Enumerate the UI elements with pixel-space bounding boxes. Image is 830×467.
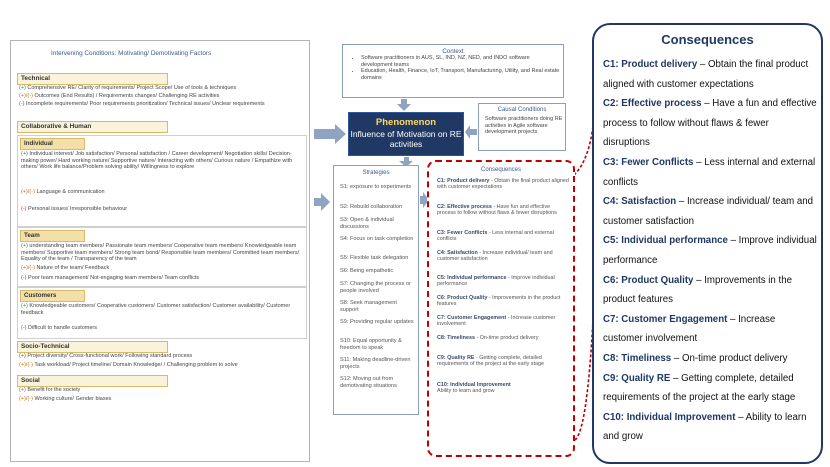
- strategy-item: S1: exposure to experiments: [340, 184, 412, 190]
- consequence-item: C10: Individual Improvement Ability to learn and grow: [437, 382, 511, 395]
- consequence-item: C3: Fewer Conflicts - Less internal and external conflicts: [437, 230, 554, 243]
- context-box: [342, 44, 564, 98]
- strategies-box: [333, 165, 419, 415]
- strategy-item: S7: Changing the process or people involved: [340, 281, 411, 294]
- strategy-item: S6: Being empathetic: [340, 268, 394, 274]
- causal-text: Software practitioners doing RE activities in Agile software development projects: [485, 116, 563, 135]
- causal-conditions-box: [478, 103, 566, 151]
- technical-header: Technical: [17, 73, 168, 85]
- collaborative-human-header: Collaborative & Human: [17, 121, 168, 133]
- technical-line: (-) Incomplete requirements/ Poor requirements prioritization/ Technical issues/ Unclear requirements: [19, 101, 265, 107]
- arrow-causal-to-phenomenon: [465, 125, 477, 139]
- individual-line: (-) Personal issues/ Irresponsible behaviour: [21, 206, 128, 212]
- consequences-zoom-panel: [592, 23, 823, 464]
- strategy-item: S10: Equal opportunity & freedom to speak: [340, 338, 402, 351]
- strategies-title: Strategies: [362, 170, 390, 176]
- customers-line: (+) Knowledgeable customers/ Cooperative customers/ Customer satisfaction/ Customer availability/ Customer feedback: [21, 303, 291, 316]
- socio-line: (+)/(-) Task workload/ Project timeline/ Domain Knowledge/ / Challenging problem to solve: [19, 362, 238, 368]
- team-group: [17, 227, 307, 287]
- consequence-zoom-item: C1: Product delivery – Obtain the final product aligned with customer expectations: [603, 59, 809, 90]
- context-item: • Education, Health, Finance, IoT, Transport, Manufacturing, Utility, and Real estate domains: [361, 68, 561, 81]
- consequence-item: C5: Individual performance - Improve individual performance: [437, 275, 555, 288]
- consequences-zoom-title: Consequences: [661, 32, 754, 47]
- phenomenon-box: [348, 112, 464, 156]
- strategy-item: S12: Moving out from demotivating situations: [340, 376, 397, 389]
- consequence-zoom-item: C7: Customer Engagement – Increase customer involvement: [603, 313, 776, 345]
- phenomenon-title: Phenomenon: [375, 117, 437, 128]
- technical-line: (+)/(-) Outcomes (End Results) / Requirements changes/ Challenging RE activities: [19, 93, 220, 99]
- consequence-item: C4: Satisfaction - Increase individual/ team and customer satisfaction: [437, 250, 553, 263]
- strategy-item: S2: Rebuild collaboration: [340, 204, 403, 210]
- consequence-zoom-item: C3: Fewer Conflicts – Less internal and external conflicts: [603, 156, 816, 188]
- consequence-zoom-item: C5: Individual performance – Improve individual performance: [603, 235, 817, 266]
- team-line: (+) understanding team members/ Passionate team members/ Cooperative team members/ Knowledgeable team members/ Supportive team members/ Strong team bond/ Responsible team members/ Committed team members/ Equality of the team / Transparency of the team: [21, 243, 300, 262]
- customers-header: Customers: [20, 290, 85, 302]
- context-item: • Software practitioners in AUS, SL, IND, NZ, NED, and INDO software development teams: [361, 55, 561, 68]
- strategy-item: S3: Open & individual discussions: [340, 217, 394, 230]
- team-line: (-) Poor team management/ Not-engaging team members/ Team conflicts: [21, 275, 200, 281]
- socio-line: (+) Project diversity/ Cross-functional work/ Following standard process: [19, 353, 193, 359]
- social-header: Social: [17, 375, 168, 387]
- individual-line: (+) Individual interest/ Job satisfaction/ Personal satisfaction / Career development/ Negotiation skills/ Decision-making power/ Hard working nature/ Supportive nature/ Interacting with others/ Curious nature / Empathize with others/ Work life balance/Problem solving ability/ Willingness to explore: [21, 151, 293, 170]
- strategy-item: S5: Flexible task delegation: [340, 255, 409, 261]
- intervening-conditions-title: Intervening Conditions: Motivating/ Demotivating Factors: [51, 50, 212, 57]
- individual-group: [17, 135, 307, 227]
- consequence-zoom-item: C6: Product Quality – Improvements in the product features: [603, 274, 792, 306]
- individual-line: (+)/(-) Language & communication: [21, 189, 105, 195]
- socio-technical-header: Socio-Technical: [17, 341, 168, 353]
- strategy-item: S11: Making deadline-driven projects: [340, 357, 411, 370]
- consequence-zoom-item: C4: Satisfaction – Increase individual/ team and customer satisfaction: [603, 196, 814, 227]
- strategy-item: S4: Focus on task completion: [340, 236, 414, 242]
- consequence-item: C8: Timeliness - On-time product delivery: [437, 335, 539, 341]
- context-title: Context: [442, 48, 464, 55]
- customers-group: [17, 287, 307, 339]
- consequence-item: C7: Customer Engagement - Increase customer involvement: [437, 315, 556, 328]
- consequence-item: C9: Quality RE - Getting complete, detailed requirements of the project at the early stage: [437, 355, 544, 368]
- intervening-conditions-panel: [10, 40, 310, 462]
- phenomenon-subtitle: Influence of Motivation on RE activities: [350, 129, 462, 149]
- consequences-zoom-list: [603, 55, 817, 447]
- team-header: Team: [20, 230, 85, 242]
- consequence-item: C1: Product delivery - Obtain the final product aligned with customer expectations: [437, 178, 569, 191]
- social-line: (+)/(-) Working culture/ Gender biases: [19, 396, 112, 402]
- consequence-zoom-item: C2: Effective process – Have a fun and effective process to follow without flaws & fewer disruptions: [603, 98, 817, 149]
- individual-header: Individual: [20, 138, 85, 150]
- arrow-left-to-strategies: [314, 193, 330, 211]
- consequence-item: C6: Product Quality - Improvements in the product features: [437, 295, 561, 308]
- strategy-item: S9: Providing regular updates: [340, 319, 414, 325]
- consequence-item: C2: Effective process - Have fun and effective process to follow without flaws & fewer disruptions: [437, 204, 557, 217]
- arrow-left-to-phenomenon: [314, 124, 346, 144]
- consequence-zoom-item: C10: Individual Improvement – Ability to learn and grow: [603, 411, 807, 443]
- customers-line: (-) Difficult to handle customers: [21, 325, 98, 331]
- consequence-zoom-item: C9: Quality RE – Getting complete, detailed requirements of the project at the early stage: [603, 372, 796, 404]
- consequences-small-title: Consequences: [480, 167, 522, 173]
- technical-line: (+) Comprehensive RE/ Clarity of requirements/ Project Scope/ Use of tools & techniques: [19, 85, 237, 91]
- causal-title: Causal Conditions: [497, 107, 547, 113]
- social-line: (+) Benefit for the society: [19, 387, 81, 393]
- consequences-small-box: [427, 160, 575, 457]
- strategy-item: S8: Seek management support: [340, 300, 397, 313]
- consequence-zoom-item: C8: Timeliness – On-time product delivery: [603, 352, 788, 364]
- team-line: (+)/(-) Nature of the team/ Feedback: [21, 265, 110, 271]
- arrow-context-to-phenomenon: [397, 99, 411, 111]
